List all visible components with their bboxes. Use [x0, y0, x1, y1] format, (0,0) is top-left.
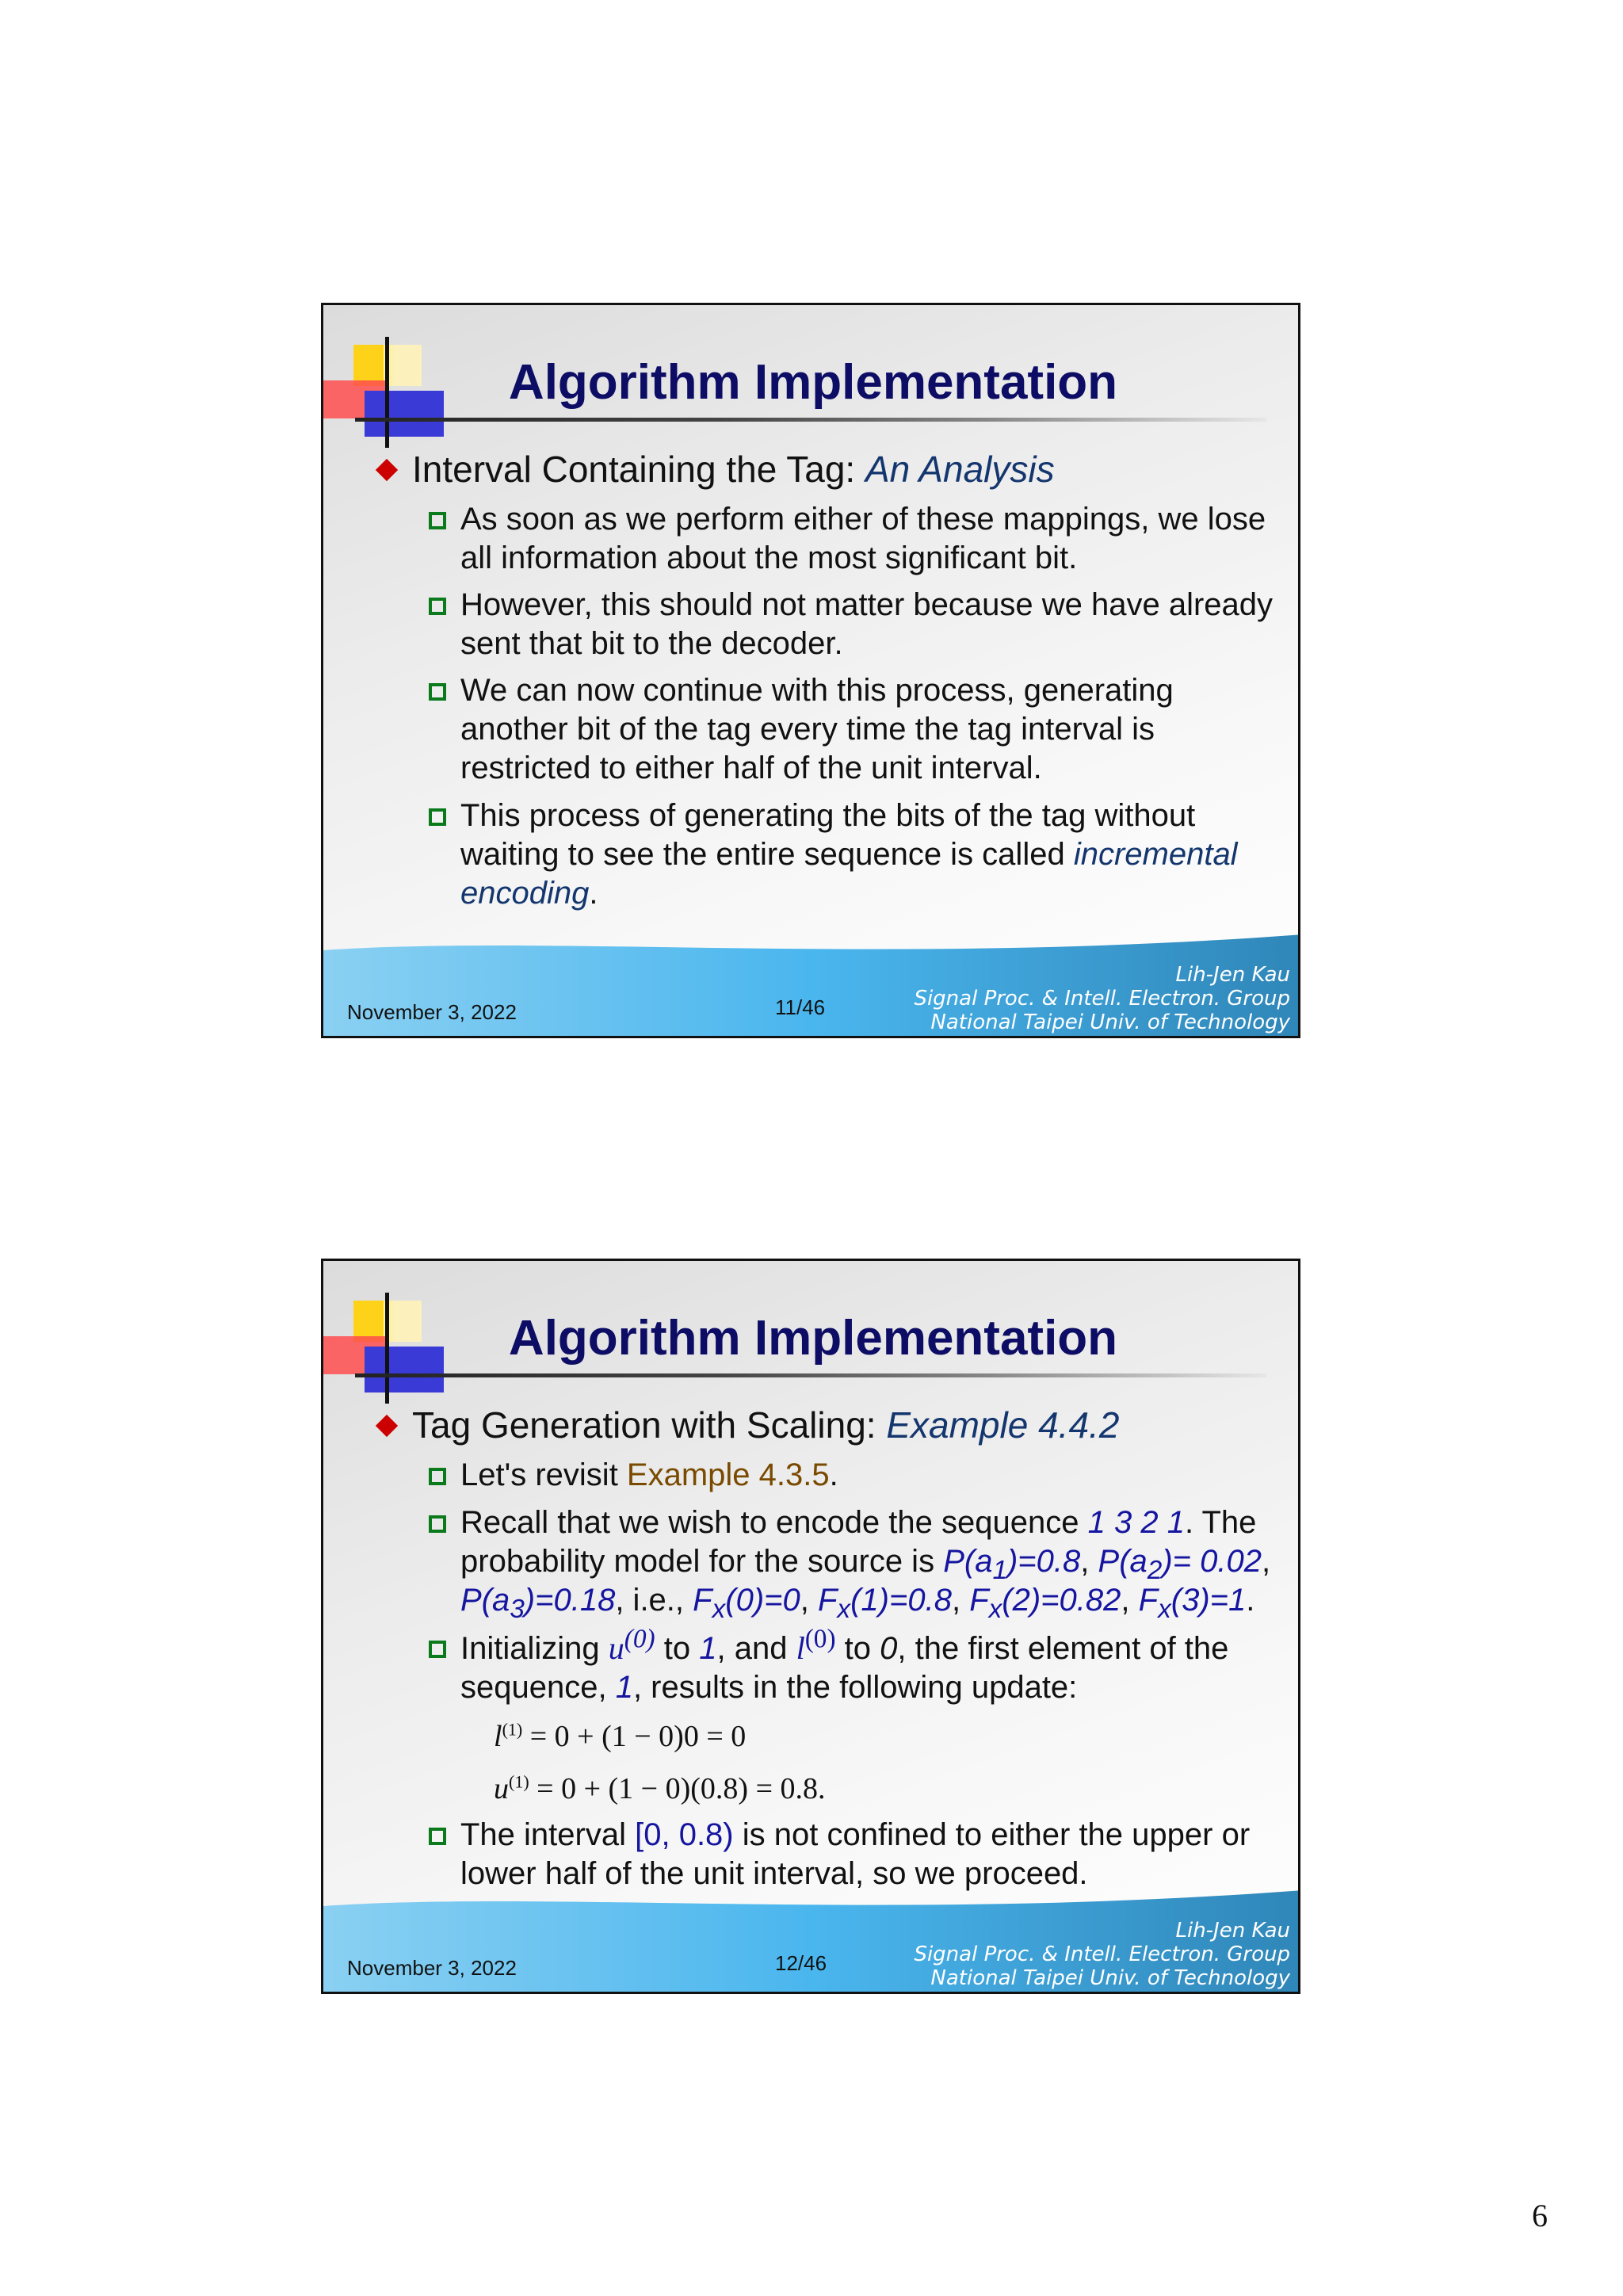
example-reference-link[interactable]: Example 4.3.5 [626, 1457, 830, 1492]
level2-bullet: Initializing $u^{(0)}$ to 1, and $l^{(0)}$ to 0, the first element of the sequence, 1, results in the following update: [429, 1629, 1285, 1707]
equation-upper-bound: $u^{(1)} = 0 + (1 - 0)(0.8) = 0.8$. [494, 1771, 826, 1805]
level2-bullet: Recall that we wish to encode the sequence 1 3 2 1. The probability model for the source is $P(a_1)=0.8$, $P(a_2)= 0.02$, $P(a_3)=0.18$, i.e., $F_x(0)=0$, $F_x(1)=0.8$, $F_x(2)=0.82$, $F_x(3)=1$. [429, 1503, 1285, 1620]
slide-12 [321, 1259, 1300, 1994]
diamond-bullet-icon [376, 1415, 398, 1437]
level2-bullet: Let's revisit Example 4.3.5. [429, 1456, 1285, 1495]
level2-bullet: As soon as we perform either of these mappings, we lose all information about the most significant bit. [429, 500, 1285, 578]
title-rule [355, 1373, 1266, 1377]
slide-11 [321, 303, 1300, 1038]
slide-title: Algorithm Implementation [508, 1311, 1118, 1366]
footer-author: Lih-Jen Kau Signal Proc. & Intell. Electron. Group National Taipei Univ. of Technology [914, 963, 1290, 1034]
level1-bullet: Tag Generation with Scaling: Example 4.4.2 [379, 1404, 1119, 1446]
equation-lower-bound: $l^{(1)} = 0 + (1 - 0)0 = 0$ [494, 1719, 747, 1753]
square-bullet-icon [429, 1828, 446, 1845]
footer-page-number: 12/46 [775, 1951, 827, 1975]
footer-author: Lih-Jen Kau Signal Proc. & Intell. Electron. Group National Taipei Univ. of Technology [914, 1919, 1290, 1990]
title-rule [355, 418, 1266, 422]
square-bullet-icon [429, 1641, 446, 1658]
square-bullet-icon [429, 1468, 446, 1485]
level2-bullet: The interval [0, 0.8) is not confined to either the upper or lower half of the unit interval, so we proceed. [429, 1816, 1285, 1893]
level2-bullet: We can now continue with this process, generating another bit of the tag every time the tag interval is restricted to either half of the unit interval. [429, 671, 1285, 788]
footer-date: November 3, 2022 [347, 1956, 517, 1980]
square-bullet-icon [429, 1515, 446, 1533]
square-bullet-icon [429, 808, 446, 826]
diamond-bullet-icon [376, 459, 398, 481]
footer-date: November 3, 2022 [347, 1000, 517, 1024]
square-bullet-icon [429, 598, 446, 615]
level2-bullet: This process of generating the bits of the tag without waiting to see the entire sequence is called incremental encoding. [429, 797, 1285, 913]
level2-bullet: However, this should not matter because we have already sent that bit to the decoder. [429, 586, 1285, 663]
square-bullet-icon [429, 512, 446, 529]
footer-page-number: 11/46 [775, 995, 826, 1019]
square-bullet-icon [429, 683, 446, 701]
slide-title: Algorithm Implementation [508, 355, 1118, 410]
sheet-page-number: 6 [1532, 2198, 1548, 2233]
level1-bullet: Interval Containing the Tag: An Analysis [379, 448, 1055, 491]
